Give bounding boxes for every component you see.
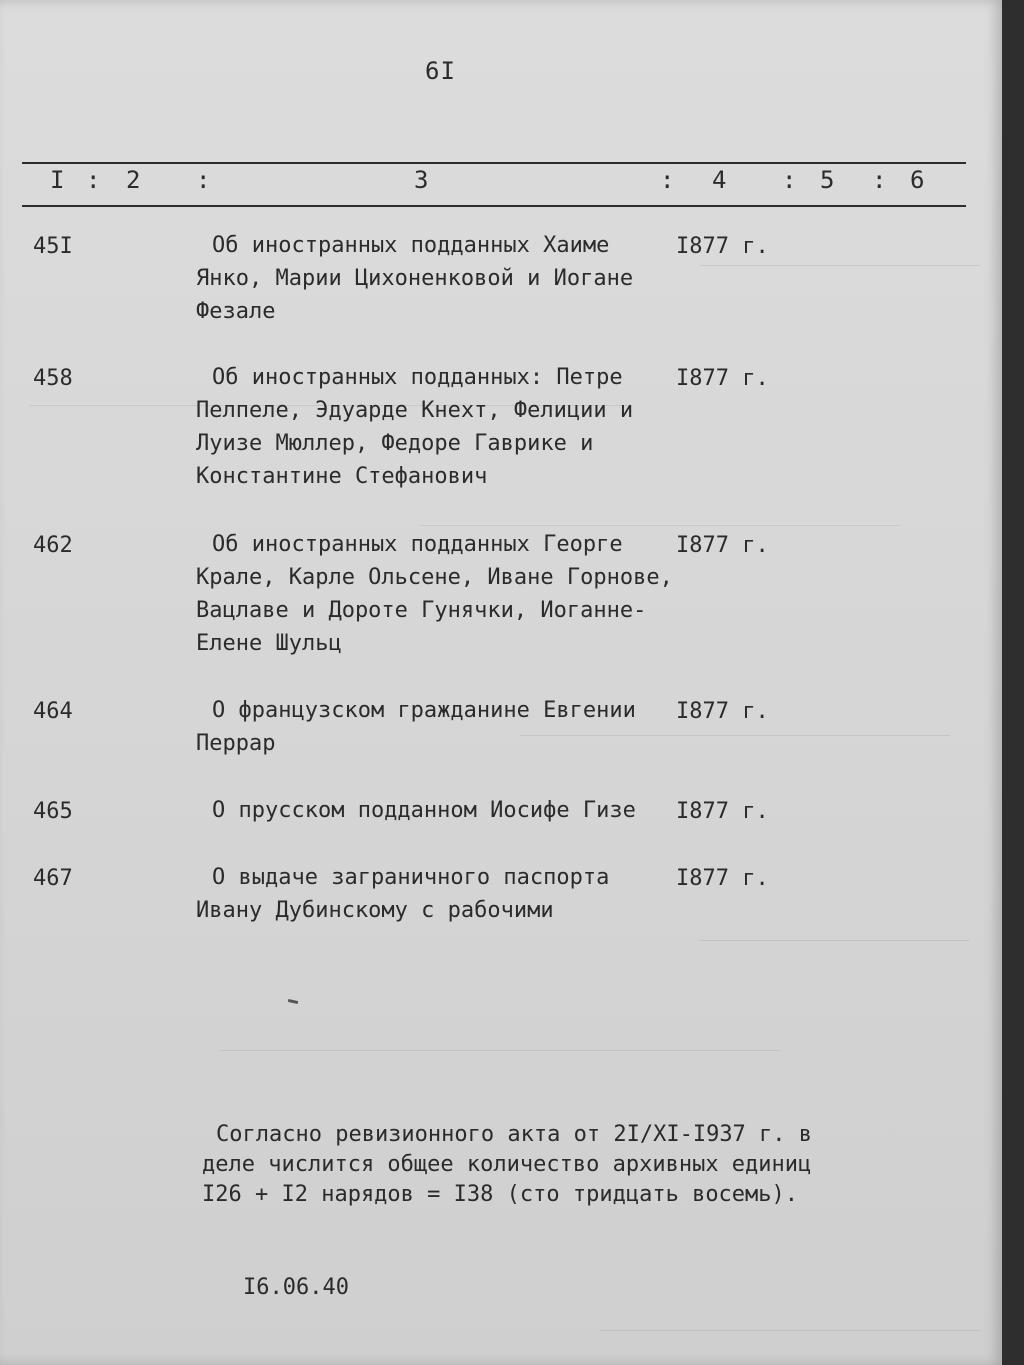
- row-year: I877 г.: [676, 533, 769, 558]
- column-separator: :: [782, 166, 797, 194]
- column-separator: :: [196, 166, 211, 194]
- row-title: Об иностранных подданных Хаиме Янко, Марии Цихоненковой и Иогане Фезале: [196, 233, 634, 324]
- row-title: О прусском подданном Иосифе Гизе: [212, 798, 636, 823]
- revision-note: Согласно ревизионного акта от 2I/XI-I937 г. в деле числится общее количество архивных единиц I26 + I2 нарядов = I38 (сто тридцать восемь).: [202, 1122, 813, 1207]
- row-year: I877 г.: [676, 866, 769, 891]
- row-year: I877 г.: [676, 366, 769, 391]
- bleed-through-line: [700, 940, 970, 941]
- row-number: 467: [33, 866, 73, 891]
- column-separator: :: [660, 166, 675, 194]
- row-number: 458: [33, 366, 73, 391]
- row-number: 464: [33, 699, 73, 724]
- column-header-1: I: [50, 166, 65, 194]
- row-title: Об иностранных подданных Георге Крале, Карле Ольсене, Иване Горнове, Вацлаве и Дороте Гунячки, Иоганне-Елене Шульц: [196, 532, 673, 656]
- bleed-through-line: [420, 525, 900, 526]
- row-title: О французском гражданине Евгении Перрар: [196, 698, 636, 756]
- bleed-through-line: [220, 1050, 780, 1051]
- row-number: 465: [33, 799, 73, 824]
- row-title: О выдаче заграничного паспорта Ивану Дубинскому с рабочими: [196, 865, 610, 923]
- column-separator: :: [86, 166, 101, 194]
- column-header-5: 5: [820, 166, 835, 194]
- row-year: I877 г.: [676, 799, 769, 824]
- column-header-6: 6: [910, 166, 925, 194]
- column-header-2: 2: [126, 166, 141, 194]
- table-header-top-rule: [22, 162, 966, 164]
- pen-mark: [288, 999, 298, 1004]
- note-date: I6.06.40: [243, 1275, 349, 1300]
- bleed-through-line: [600, 1330, 980, 1331]
- photo-background-right: [1002, 0, 1024, 1365]
- column-header-3: 3: [414, 166, 429, 194]
- page-number: 6I: [425, 57, 456, 85]
- row-title: Об иностранных подданных: Петре Пелпеле, Эдуарде Кнехт, Фелиции и Луизе Мюллер, Федоре Гаврике и Константине Стефанович: [196, 365, 634, 489]
- table-header-bottom-rule: [22, 205, 966, 207]
- bleed-through-line: [700, 265, 980, 266]
- column-separator: :: [872, 166, 887, 194]
- column-header-4: 4: [712, 166, 727, 194]
- row-year: I877 г.: [676, 234, 769, 259]
- row-number: 462: [33, 533, 73, 558]
- row-number: 45I: [33, 234, 73, 259]
- row-year: I877 г.: [676, 699, 769, 724]
